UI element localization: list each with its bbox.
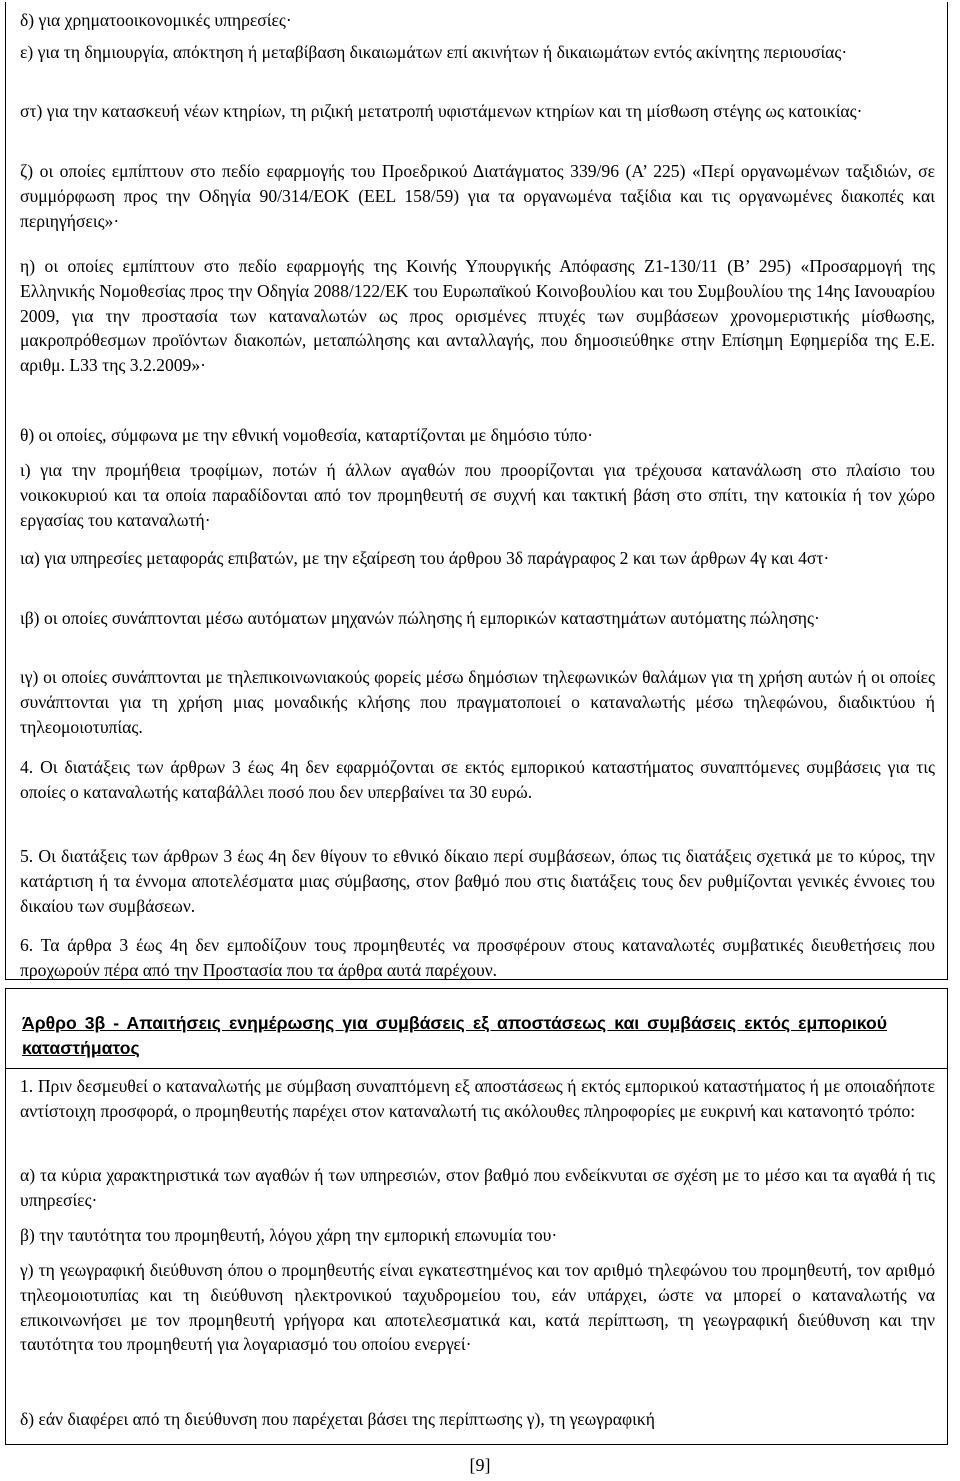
paragraph-st: στ) για την κατασκευή νέων κτηρίων, τη ριζική μετατροπή υφιστάμενων κτηρίων και τη μίσθωση στέγης ως κατοικίας· <box>20 101 863 121</box>
content-section-exclusions <box>5 2 948 980</box>
paragraph-6: 6. Τα άρθρα 3 έως 4η δεν εμποδίζουν τους προμηθευτές να προσφέρουν στους καταναλωτές συμβατικές διευθετήσεις που προχωρούν πέρα από την Προστασία που τα άρθρα αυτά παρέχουν. <box>20 935 935 980</box>
paragraph-4: 4. Οι διατάξεις των άρθρων 3 έως 4η δεν εφαρμόζονται σε εκτός εμπορικού καταστήματος συναπτόμενες συμβάσεις για τις οποίες ο καταναλωτής καταβάλλει ποσό που δεν υπερβαίνει τα 30 ευρώ. <box>20 757 935 802</box>
paragraph-1: 1. Πριν δεσμευθεί ο καταναλωτής με σύμβαση συναπτόμενη εξ αποστάσεως ή εκτός εμπορικού καταστήματος ή με οποιαδήποτε αντίστοιχη προσφορά, ο προμηθευτής παρέχει στον καταναλωτή τις ακόλουθες πληροφορίες με ευκρινή και κατανοητό τρόπο: <box>20 1076 935 1121</box>
paragraph-ig: ιγ) οι οποίες συνάπτονται με τηλεπικοινωνιακούς φορείς μέσω δημόσιων τηλεφωνικών θαλάμων για τη χρήση αυτών ή οι οποίες συνάπτονται για τη χρήση μιας μοναδικής κλήσης που πραγματοποιεί ο καταναλωτής μέσω τηλεφώνου, διαδικτύου ή τηλεομοιοτυπίας. <box>20 667 935 737</box>
page-number: [9] <box>469 1455 491 1475</box>
paragraph-epsilon: ε) για τη δημιουργία, απόκτηση ή μεταβίβαση δικαιωμάτων επί ακινήτων ή δικαιωμάτων εντός ακίνητης περιουσίας· <box>20 42 848 62</box>
paragraph-alpha: α) τα κύρια χαρακτηριστικά των αγαθών ή των υπηρεσιών, στον βαθμό που ενδείκνυται σε σχέση με το μέσο και τα αγαθά ή τις υπηρεσίες· <box>20 1165 935 1210</box>
content-section-information-requirements <box>5 1069 948 1445</box>
paragraph-zeta: ζ) οι οποίες εμπίπτουν στο πεδίο εφαρμογής του Προεδρικού Διατάγματος 339/96 (Α’ 225) «Περί οργανωμένων ταξιδιών, σε συμμόρφωση προς την Οδηγία 90/314/ΕΟΚ (EEL 158/59) για τα οργανωμένα ταξίδια και τις οργανωμένες διακοπές και περιηγήσεις»· <box>20 161 935 231</box>
paragraph-eta: η) οι οποίες εμπίπτουν στο πεδίο εφαρμογής της Κοινής Υπουργικής Απόφασης Ζ1-130/11 (Β’ 295) «Προσαρμογή της Ελληνικής Νομοθεσίας προς την Οδηγία 2088/122/ΕΚ του Ευρωπαϊκού Κοινοβουλίου και του Συμβουλίου της 14ης Ιανουαρίου 2009, για την προστασία των καταναλωτών ως προς ορισμένες πτυχές των συμβάσεων χρονομεριστικής μίσθωσης, μακροπρόθεσμων προϊόντων διακοπών, μεταπώλησης και ανταλλαγής, που δημοσιεύθηκε στην Επίσημη Εφημερίδα της Ε.Ε. αριθμ. L33 της 3.2.2009»· <box>20 256 935 376</box>
paragraph-5: 5. Οι διατάξεις των άρθρων 3 έως 4η δεν θίγουν το εθνικό δίκαιο περί συμβάσεων, όπως τις διατάξεις σχετικά με το κύρος, την κατάρτιση ή τα έννομα αποτελέσματα μιας σύμβασης, στον βαθμό που στις διατάξεις τους δεν ρυθμίζονται γενικές έννοιες του δικαίου των συμβάσεων. <box>20 846 935 916</box>
paragraph-theta: θ) οι οποίες, σύμφωνα με την εθνική νομοθεσία, καταρτίζονται με δημόσιο τύπο· <box>20 425 594 445</box>
paragraph-ib: ιβ) οι οποίες συνάπτονται μέσω αυτόματων μηχανών πώλησης ή εμπορικών καταστημάτων αυτόματης πώλησης· <box>20 608 820 628</box>
article-heading-section <box>5 988 948 1069</box>
paragraph-iota: ι) για την προμήθεια τροφίμων, ποτών ή άλλων αγαθών που προορίζονται για τρέχουσα κατανάλωση στο πλαίσιο του νοικοκυριού και τα οποία παραδίδονται από τον προμηθευτή σε συχνή και τακτική βάση στο σπίτι, την κατοικία ή τον χώρο εργασίας του καταναλωτή· <box>20 460 935 530</box>
paragraph-delta: δ) για χρηματοοικονομικές υπηρεσίες· <box>20 10 292 30</box>
paragraph-gamma: γ) τη γεωγραφική διεύθυνση όπου ο προμηθευτής είναι εγκατεστημένος και τον αριθμό τηλεφώνου του προμηθευτή, τον αριθμό τηλεομοιοτυπίας και τη διεύθυνση ηλεκτρονικού ταχυδρομείου του, εάν υπάρχει, ώστε να μπορεί ο καταναλωτής να επικοινωνήσει με τον προμηθευτή γρήγορα και αποτελεσματικά και, κατά περίπτωση, τη γεωγραφική διεύθυνση και την ταυτότητα του προμηθευτή για λογαριασμό του οποίου ενεργεί· <box>20 1260 935 1355</box>
paragraph-beta: β) την ταυτότητα του προμηθευτή, λόγου χάρη την εμπορική επωνυμία του· <box>20 1225 558 1245</box>
paragraph-ia: ια) για υπηρεσίες μεταφοράς επιβατών, με την εξαίρεση του άρθρου 3δ παράγραφος 2 και των άρθρων 4γ και 4στ· <box>20 548 830 568</box>
article-title: Άρθρο 3β - Απαιτήσεις ενημέρωσης για συμβάσεις εξ αποστάσεως και συμβάσεις εκτός εμπορικού καταστήματος <box>22 1013 887 1058</box>
paragraph-delta-2: δ) εάν διαφέρει από τη διεύθυνση που παρέχεται βάσει της περίπτωσης γ), τη γεωγραφική <box>20 1409 655 1429</box>
